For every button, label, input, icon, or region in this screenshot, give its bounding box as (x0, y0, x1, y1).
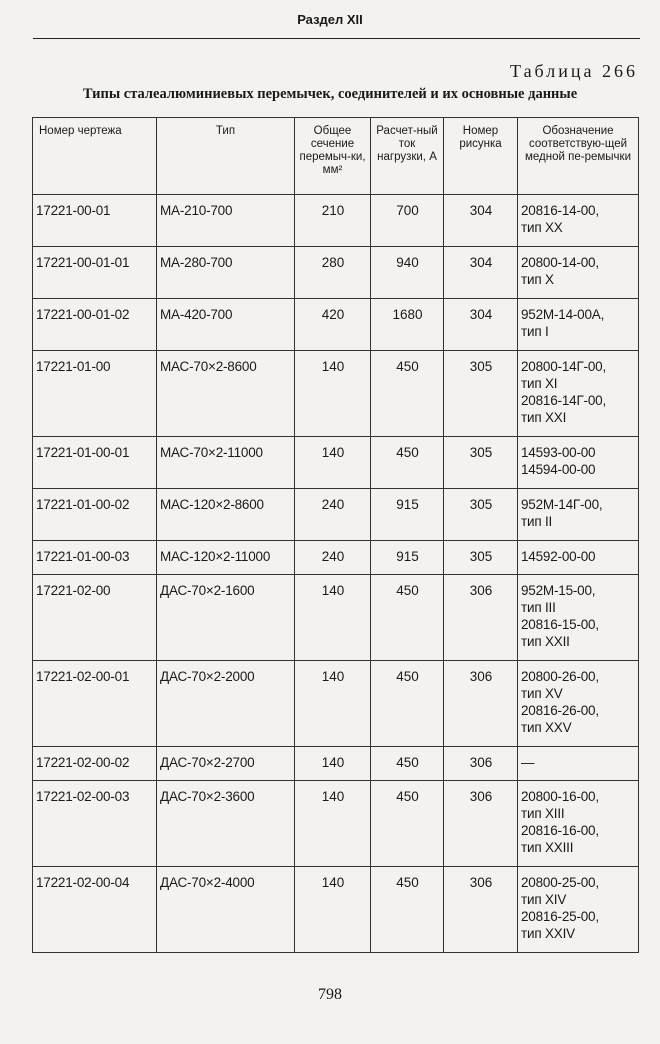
cell-type: МАС-70×2-11000 (157, 437, 295, 489)
cell-drawing-number: 17221-02-00-03 (33, 781, 157, 867)
table-row (33, 351, 639, 437)
cell-drawing-number: 17221-00-01-01 (33, 247, 157, 299)
table-body (33, 195, 639, 953)
cell-section: 240 (295, 489, 371, 541)
table-row (33, 867, 639, 953)
column-header-copper-ref: Обозначение соответствую-щей медной пе-ремычки (518, 118, 639, 195)
cell-copper-ref: 20800-16-00, тип XIII 20816-16-00, тип XXIII (518, 781, 639, 867)
cell-figure: 306 (444, 867, 518, 953)
cell-section: 420 (295, 299, 371, 351)
table-row (33, 661, 639, 747)
table-row (33, 575, 639, 661)
cell-type: МА-420-700 (157, 299, 295, 351)
cell-copper-ref: 20800-26-00, тип XV 20816-26-00, тип XXV (518, 661, 639, 747)
column-header-type: Тип (157, 118, 295, 195)
cell-type: ДАС-70×2-4000 (157, 867, 295, 953)
cell-copper-ref: 14593-00-00 14594-00-00 (518, 437, 639, 489)
cell-current: 450 (371, 747, 444, 781)
table-row (33, 247, 639, 299)
cell-type: МАС-70×2-8600 (157, 351, 295, 437)
cell-current: 915 (371, 541, 444, 575)
cell-section: 140 (295, 351, 371, 437)
cell-figure: 306 (444, 781, 518, 867)
cell-figure: 304 (444, 195, 518, 247)
cell-figure: 306 (444, 747, 518, 781)
cell-current: 450 (371, 867, 444, 953)
cell-type: ДАС-70×2-2700 (157, 747, 295, 781)
cell-copper-ref: 20800-14Г-00, тип XI 20816-14Г-00, тип XXI (518, 351, 639, 437)
column-header-drawing: Номер чертежа (33, 118, 157, 195)
cell-copper-ref: 20800-25-00, тип XIV 20816-25-00, тип XXIV (518, 867, 639, 953)
cell-type: ДАС-70×2-2000 (157, 661, 295, 747)
cell-drawing-number: 17221-01-00 (33, 351, 157, 437)
cell-current: 450 (371, 437, 444, 489)
table-caption: Типы сталеалюминиевых перемычек, соединителей и их основные данные (82, 86, 578, 102)
cell-figure: 306 (444, 575, 518, 661)
cell-copper-ref: — (518, 747, 639, 781)
cell-figure: 304 (444, 299, 518, 351)
cell-copper-ref: 20800-14-00, тип X (518, 247, 639, 299)
cell-copper-ref: 952М-15-00, тип III 20816-15-00, тип XXII (518, 575, 639, 661)
cell-section: 240 (295, 541, 371, 575)
table-row (33, 195, 639, 247)
cell-figure: 305 (444, 541, 518, 575)
cell-section: 140 (295, 661, 371, 747)
cell-figure: 305 (444, 351, 518, 437)
cell-drawing-number: 17221-02-00-02 (33, 747, 157, 781)
cell-copper-ref: 14592-00-00 (518, 541, 639, 575)
cell-section: 140 (295, 781, 371, 867)
cell-type: МАС-120×2-11000 (157, 541, 295, 575)
cell-figure: 305 (444, 489, 518, 541)
cell-figure: 304 (444, 247, 518, 299)
page-number: 798 (318, 986, 342, 1003)
cell-current: 450 (371, 661, 444, 747)
cell-type: МАС-120×2-8600 (157, 489, 295, 541)
cell-copper-ref: 952М-14Г-00, тип II (518, 489, 639, 541)
cell-type: ДАС-70×2-1600 (157, 575, 295, 661)
cell-current: 1680 (371, 299, 444, 351)
cell-copper-ref: 20816-14-00, тип XX (518, 195, 639, 247)
cell-figure: 306 (444, 661, 518, 747)
cell-section: 280 (295, 247, 371, 299)
cell-current: 450 (371, 575, 444, 661)
column-header-current: Расчет-ный ток нагрузки, А (371, 118, 444, 195)
cell-drawing-number: 17221-02-00 (33, 575, 157, 661)
cell-section: 140 (295, 747, 371, 781)
cell-section: 140 (295, 575, 371, 661)
cell-current: 450 (371, 781, 444, 867)
cell-figure: 305 (444, 437, 518, 489)
cell-drawing-number: 17221-00-01-02 (33, 299, 157, 351)
cell-type: ДАС-70×2-3600 (157, 781, 295, 867)
table-row (33, 747, 639, 781)
section-header: Раздел XII (297, 12, 363, 27)
cell-type: МА-210-700 (157, 195, 295, 247)
table-row (33, 437, 639, 489)
table-row (33, 299, 639, 351)
column-header-figure: Номер рисунка (444, 118, 518, 195)
cell-current: 915 (371, 489, 444, 541)
cell-section: 210 (295, 195, 371, 247)
table-row (33, 489, 639, 541)
table-number: Таблица 266 (510, 61, 638, 81)
table-row (33, 541, 639, 575)
cell-current: 940 (371, 247, 444, 299)
cell-drawing-number: 17221-01-00-03 (33, 541, 157, 575)
column-header-section: Общее сечение перемыч-ки, мм² (295, 118, 371, 195)
cell-section: 140 (295, 867, 371, 953)
table-header-row (33, 118, 639, 195)
cell-current: 450 (371, 351, 444, 437)
cell-drawing-number: 17221-02-00-04 (33, 867, 157, 953)
cell-section: 140 (295, 437, 371, 489)
cell-drawing-number: 17221-02-00-01 (33, 661, 157, 747)
table-row (33, 781, 639, 867)
cell-drawing-number: 17221-01-00-02 (33, 489, 157, 541)
cell-type: МА-280-700 (157, 247, 295, 299)
data-table (32, 117, 639, 953)
cell-drawing-number: 17221-00-01 (33, 195, 157, 247)
cell-drawing-number: 17221-01-00-01 (33, 437, 157, 489)
cell-copper-ref: 952М-14-00А, тип I (518, 299, 639, 351)
header-rule (33, 38, 640, 39)
cell-current: 700 (371, 195, 444, 247)
